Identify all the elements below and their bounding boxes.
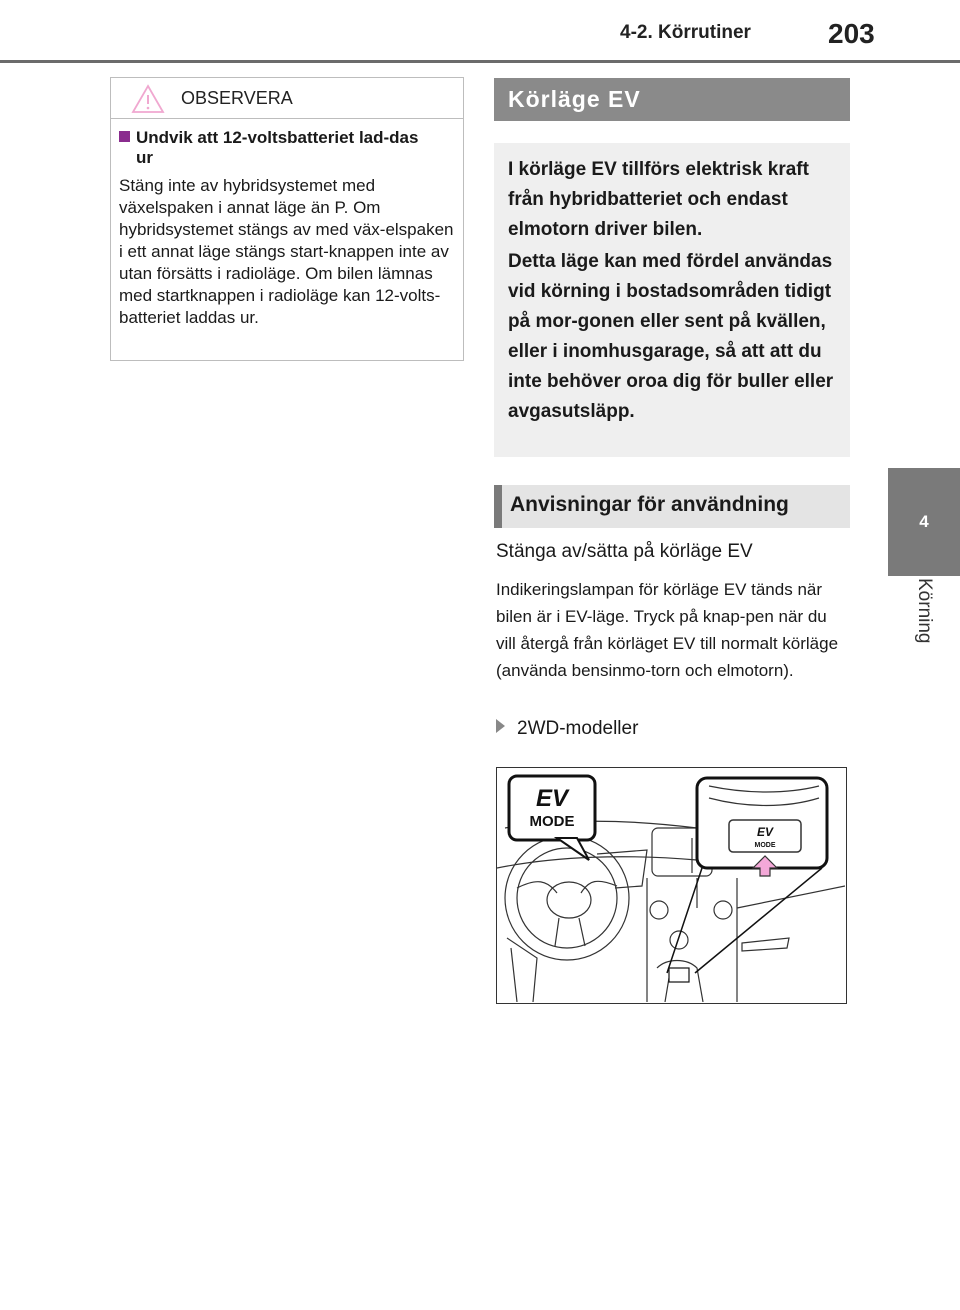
ev-button-small-ev: EV bbox=[756, 825, 774, 839]
ev-button-large-mode: MODE bbox=[529, 813, 575, 830]
usage-body: Indikeringslampan för körläge EV tänds när bilen är i EV-läge. Tryck på knap-pen när du vill återgå från körläget EV till normalt körläge (använda bensinmo-torn och elmotorn). bbox=[496, 580, 839, 680]
models-label-text: 2WD-modeller bbox=[517, 718, 639, 739]
chapter-tab-title[interactable] bbox=[888, 578, 960, 698]
ev-mode-illustration bbox=[496, 767, 847, 1004]
ev-section-title: Körläge EV bbox=[508, 86, 641, 112]
ev-info-para-1: I körläge EV tillförs elektrisk kraft från hybridbatteriet och endast elmotorn driver bilen. bbox=[508, 159, 809, 240]
usage-section-title: Anvisningar för användning bbox=[510, 493, 789, 516]
warning-box bbox=[110, 77, 464, 361]
triangle-bullet-icon bbox=[496, 719, 505, 733]
ev-info-para-2: Detta läge kan med fördel användas vid körning i bostadsområden tidigt på mor-gonen eller sent på kvällen, eller i inomhusgarage, så att att du inte behöver oroa dig för buller eller avgasutsläpp. bbox=[508, 251, 834, 422]
chapter-tab-title-text: Körning bbox=[914, 578, 935, 644]
ev-section-heading bbox=[494, 78, 850, 121]
header-rule bbox=[0, 60, 960, 63]
ev-button-small-mode: MODE bbox=[754, 842, 776, 849]
warning-triangle-icon bbox=[131, 84, 165, 114]
ev-info-box bbox=[494, 143, 850, 457]
dashboard-drawing bbox=[497, 768, 845, 1002]
models-label bbox=[496, 718, 638, 740]
warning-title: OBSERVERA bbox=[181, 88, 293, 108]
warning-header bbox=[111, 78, 463, 119]
chapter-tab-number[interactable]: 4 bbox=[888, 468, 960, 576]
usage-subhead: Stänga av/sätta på körläge EV bbox=[496, 541, 753, 562]
page-number: 203 bbox=[828, 18, 875, 49]
square-bullet-icon bbox=[119, 131, 130, 142]
ev-button-large-ev: EV bbox=[535, 785, 569, 812]
warning-subhead-text: Undvik att 12-voltsbatteriet lad-das ur bbox=[136, 128, 419, 167]
usage-section-heading bbox=[494, 485, 850, 528]
section-header: 4-2. Körrutiner bbox=[620, 22, 751, 43]
warning-subhead bbox=[119, 128, 449, 168]
warning-body: Stäng inte av hybridsystemet med växelspaken i annat läge än P. Om hybridsystemet stängs av med väx-elspaken i ett annat läge stängs start-knappen inte av utan försätts i radioläge. Om bilen lämnas med startknappen i radioläge kan 12-volts-batteriet laddas ur. bbox=[119, 176, 454, 327]
